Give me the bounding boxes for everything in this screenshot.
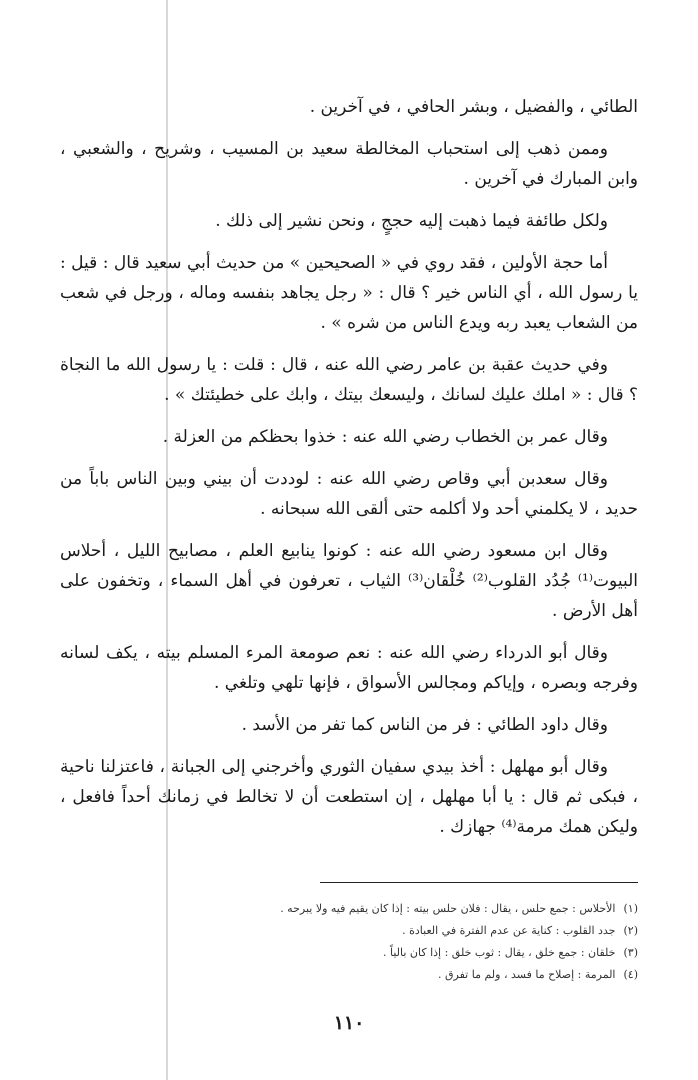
paragraph: وقال داود الطائي : فر من الناس كما تفر من الأسد . [241, 715, 608, 735]
footnote-number: (٤) [623, 968, 638, 981]
paragraph: وممن ذهب إلى استحباب المخالطة سعيد بن المسيب ، وشريح ، والشعبي ، وابن المبارك في آخرين . [60, 139, 638, 189]
paragraph: وقال أبو مهلهل : أخذ بيدي سفيان الثوري وأخرجني إلى الجبانة ، فاعتزلنا ناحية ، فبكى ثم قال : يا أبا مهلهل ، إن استطعت أن لا تخالط في زمانك أحداً فافعل ، وليكن همك مرمة⁽⁴⁾ جهازك . [60, 757, 638, 837]
paragraph: وقال عمر بن الخطاب رضي الله عنه : خذوا بحظكم من العزلة . [162, 427, 608, 447]
main-text [60, 92, 638, 854]
paragraph: وفي حديث عقبة بن عامر رضي الله عنه ، قال : قلت : يا رسول الله ما النجاة ؟ قال : « املك عليك لسانك ، وليسعك بيتك ، وابك على خطيئتك » . [60, 355, 638, 405]
paragraph: أما حجة الأولين ، فقد روي في « الصحيحين » من حديث أبي سعيد قال : قيل : يا رسول الله ، أي الناس خير ؟ قال : « رجل يجاهد بنفسه وماله ، ورجل في شعب من الشعاب يعبد ربه ويدع الناس من شره » . [60, 253, 638, 333]
footnotes [60, 898, 638, 986]
footnote-text: الأحلاس : جمع حلس ، يقال : فلان حلس بيته : إذا كان يقيم فيه ولا يبرحه . [280, 902, 616, 915]
paragraph: الطائي ، والفضيل ، وبشر الحافي ، في آخرين . [309, 97, 638, 117]
paragraph: وقال أبو الدرداء رضي الله عنه : نعم صومعة المرء المسلم بيته ، يكف لسانه وفرجه وبصره ، وإياكم ومجالس الأسواق ، فإنها تلهي وتلغي . [60, 643, 638, 693]
footnote-number: (١) [623, 902, 638, 915]
footnote [60, 898, 638, 920]
footnote-text: خلقان : جمع خلق ، يقال : ثوب خلق : إذا كان بالياً . [383, 946, 616, 959]
page-number: ١١٠ [333, 1012, 365, 1034]
footnote [60, 920, 638, 942]
footnote-number: (٣) [623, 946, 638, 959]
paragraph: وقال سعدبن أبي وقاص رضي الله عنه : لوددت أن بيني وبين الناس باباً من حديد ، لا يكلمني أحد ولا أكلمه حتى ألقى الله سبحانه . [60, 469, 638, 519]
footnote-divider [320, 882, 638, 883]
paragraph: ولكل طائفة فيما ذهبت إليه حججٍ ، ونحن نشير إلى ذلك . [215, 211, 608, 231]
footnote-number: (٢) [623, 924, 638, 937]
footnote-text: المرمة : إصلاح ما فسد ، ولم ما تفرق . [438, 968, 616, 981]
paragraph: وقال ابن مسعود رضي الله عنه : كونوا ينابيع العلم ، مصابيح الليل ، أحلاس البيوت⁽¹⁾ جُدُد القلوب⁽²⁾ خُلْقان⁽³⁾ الثياب ، تعرفون في أهل السماء ، وتخفون على أهل الأرض . [60, 541, 638, 621]
footnote-text: جدد القلوب : كناية عن عدم الفترة في العبادة . [402, 924, 616, 937]
footnote [60, 964, 638, 986]
footnote [60, 942, 638, 964]
